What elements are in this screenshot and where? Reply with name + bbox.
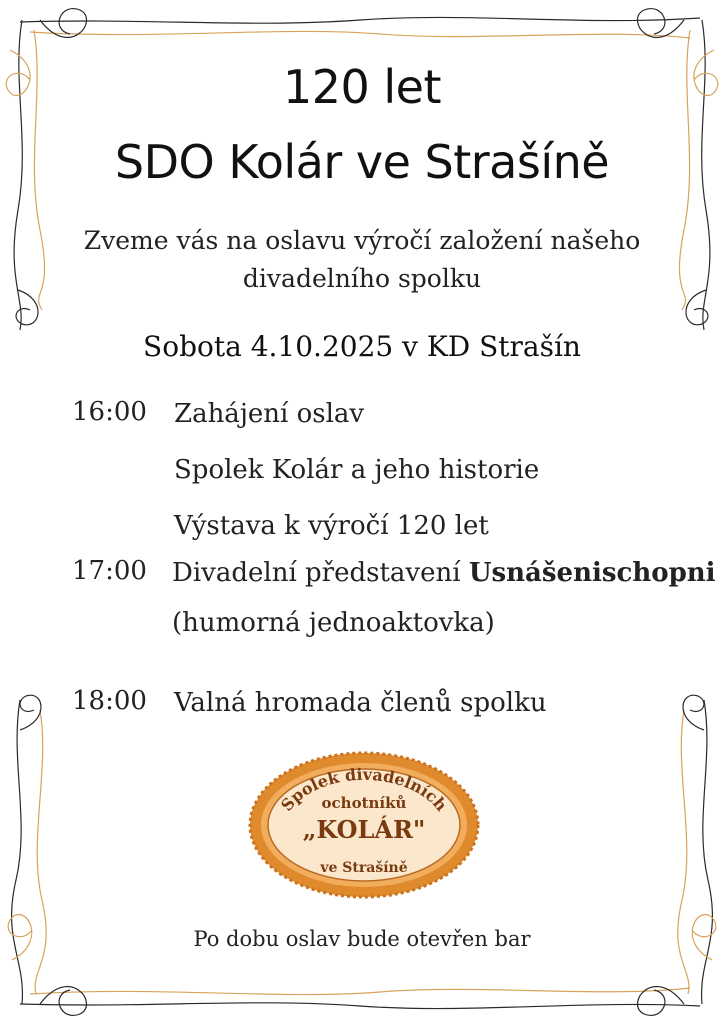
curl-right-mid [686, 290, 708, 325]
seal-top-text: Spolek divadelních [277, 764, 451, 815]
schedule-event-2-line-2: (humorná jednoaktovka) [172, 608, 495, 638]
schedule-time-3: 18:00 [72, 686, 147, 716]
event-date-location: Sobota 4.10.2025 v KD Strašín [143, 330, 581, 363]
frame-top-dark [20, 17, 700, 23]
curl-right-low [683, 695, 704, 730]
schedule-event-1-line-3: Výstava k výročí 120 let [174, 511, 489, 541]
schedule-event-1 [174, 391, 539, 549]
schedule-event-3 [174, 680, 547, 726]
play-title: Usnášenischopni [468, 558, 716, 588]
schedule-event-2-prefix: Divadelní představení [172, 558, 469, 588]
frame-left-bottom-gold [35, 710, 46, 994]
frame-bottom-dark [20, 1003, 700, 1009]
frame-bottom-gold [30, 988, 690, 995]
seal-name-text: „KOLÁR" [302, 815, 426, 844]
seal-middle-text: ochotníků [321, 794, 407, 812]
frame-right-bottom-dark [702, 700, 713, 1004]
curl-left-low [20, 695, 41, 730]
schedule-time-2: 17:00 [72, 556, 147, 586]
schedule-event-2 [172, 550, 716, 646]
kolar-seal-logo [246, 750, 482, 900]
title-line-2: SDO Kolár ve Strašíně [114, 135, 610, 189]
bar-note: Po dobu oslav bude otevřen bar [193, 927, 531, 951]
frame-left-bottom-dark [12, 700, 23, 1004]
frame-right-bottom-gold [678, 710, 689, 994]
schedule-time-1: 16:00 [72, 397, 147, 427]
frame-top-gold [30, 31, 690, 38]
schedule-event-3-line-1: Valná hromada členů spolku [174, 688, 547, 718]
invitation-text: Zveme vás na oslavu výročí založení našeho divadelního spolku [83, 226, 641, 293]
schedule-event-1-line-2: Spolek Kolár a jeho historie [174, 455, 540, 485]
seal-bottom-text: ve Strašíně [320, 860, 408, 876]
curl-top-right [638, 9, 684, 38]
title-line-1: 120 let [282, 60, 442, 114]
schedule-event-1-line-1: Zahájení oslav [174, 399, 365, 429]
curl-bottom-left [40, 987, 86, 1016]
curl-left-mid [16, 290, 38, 325]
schedule-event-2-line-1 [172, 550, 716, 596]
